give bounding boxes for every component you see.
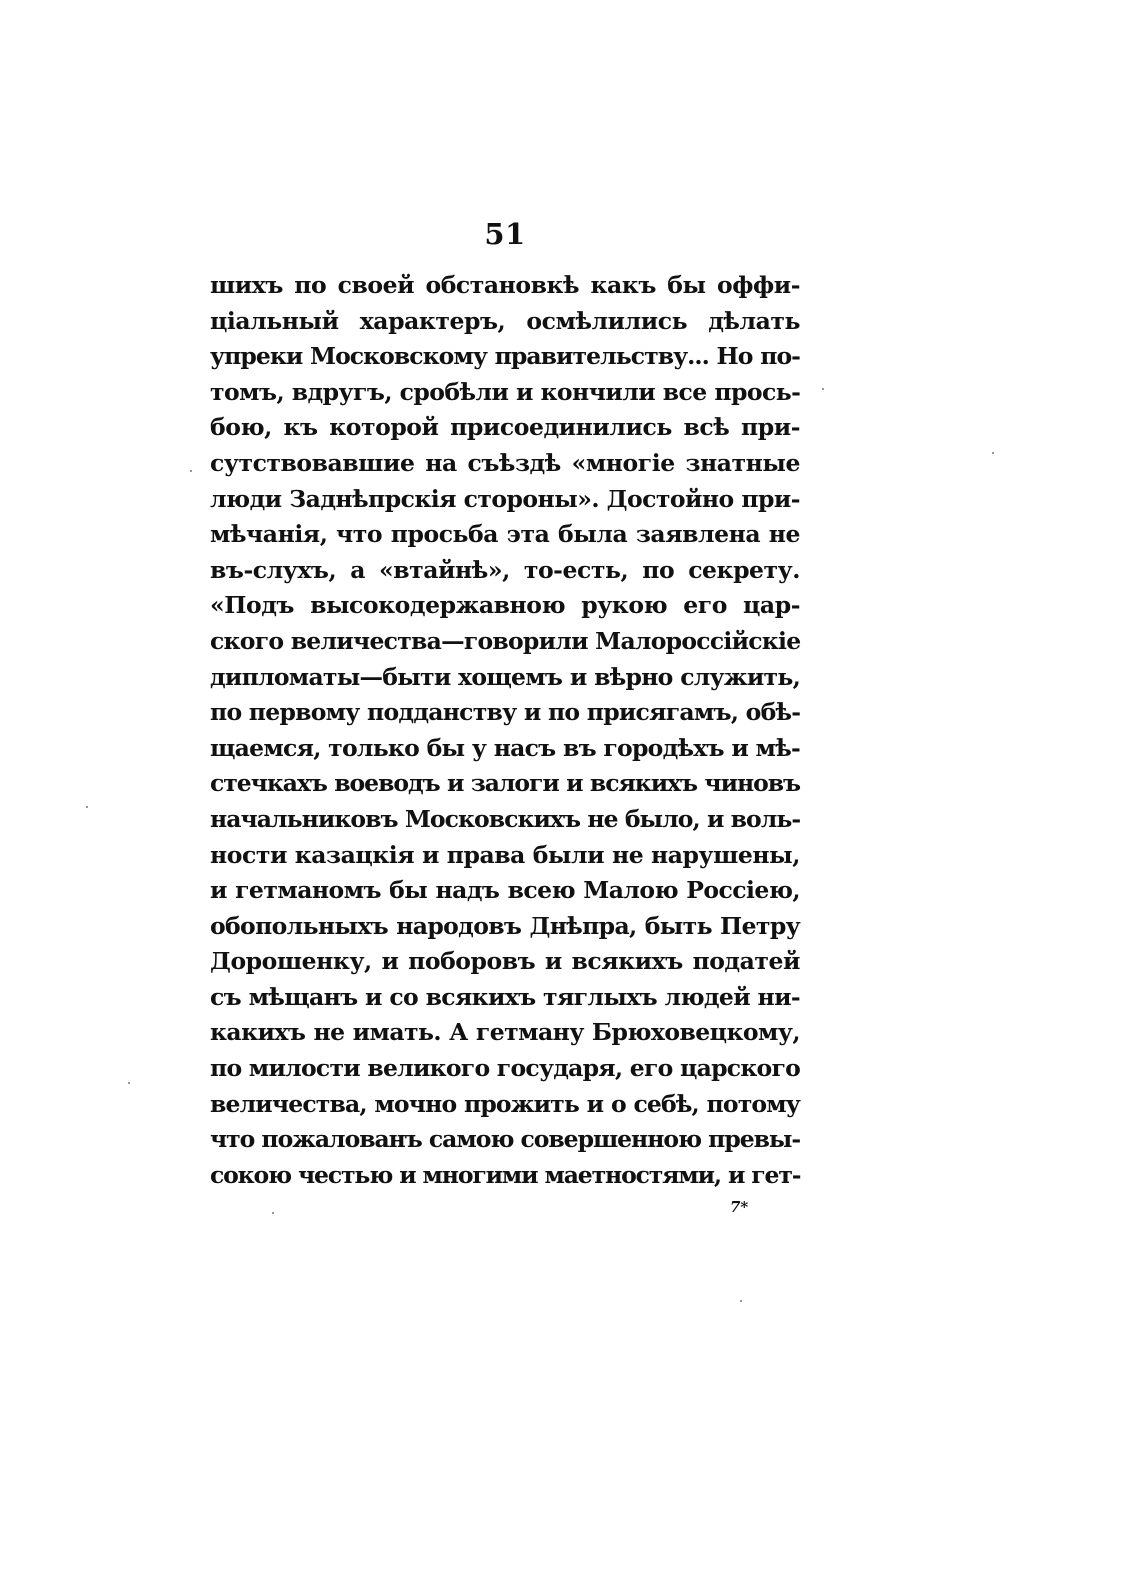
page-number: 51 [484, 217, 526, 251]
text-line: шихъ по своей обстановкѣ какъ бы оффи- [210, 271, 800, 299]
text-line: ского величества—говорили Малороссійскіе [210, 626, 801, 655]
text-line: стечкахъ воеводъ и залоги и всякихъ чиновъ [210, 769, 800, 798]
text-line: какихъ не имать. А гетману Брюховецкому, [210, 1018, 800, 1047]
text-line: мѣчанія, что просьба эта была заявлена не [210, 520, 800, 549]
text-line: по милости великого государя, его царского [210, 1054, 801, 1083]
text-line: и гетманомъ бы надъ всею Малою Россіею, [210, 876, 800, 905]
dust-speck [128, 1082, 130, 1084]
text-line: бою, къ которой присоединились всѣ при- [210, 413, 800, 442]
text-line: ціальный характеръ, осмѣлились дѣлать [210, 306, 800, 335]
dust-speck [272, 1212, 274, 1214]
text-line: сутствовавшие на съѣздѣ «многіе знатные [210, 448, 800, 477]
text-line: величества, мочно прожить и о себѣ, потому [210, 1089, 800, 1118]
text-line: Дорошенку, и поборовъ и всякихъ податей [210, 947, 800, 976]
text-line: съ мѣщанъ и со всякихъ тяглыхъ людей ни- [210, 982, 800, 1011]
text-line: ности казацкія и права были не нарушены, [210, 840, 800, 869]
text-line: обопольныхъ народовъ Днѣпра, быть Петру [210, 911, 800, 940]
dust-speck [86, 806, 88, 808]
dust-speck [992, 452, 994, 454]
text-line: упреки Московскому правительству... Но по- [210, 342, 800, 371]
dust-speck [740, 1300, 742, 1302]
text-line: сокою честью и многими маетностями, и гет- [210, 1160, 801, 1189]
body-text [210, 268, 800, 1193]
text-line: по первому подданству и по присягамъ, обѣ- [210, 698, 801, 727]
text-line: люди Заднѣпрскія стороны». Достойно при- [210, 484, 800, 513]
dust-speck [822, 388, 824, 390]
text-line: что пожалованъ самою совершенною превы- [210, 1125, 801, 1154]
signature-mark: 7* [730, 1198, 749, 1216]
text-line: томъ, вдругъ, сробѣли и кончили все прось- [210, 377, 801, 406]
text-line: въ-слухъ, а «втайнѣ», то-есть, по секрету. [210, 555, 800, 584]
text-line: щаемся, только бы у насъ въ городѣхъ и мѣ- [210, 733, 800, 762]
text-line: начальниковъ Московскихъ не было, и воль- [210, 804, 801, 833]
text-line: дипломаты—быти хощемъ и вѣрно служить, [210, 662, 800, 691]
text-line: «Подъ высокодержавною рукою его цар- [210, 591, 800, 620]
dust-speck [190, 470, 192, 472]
